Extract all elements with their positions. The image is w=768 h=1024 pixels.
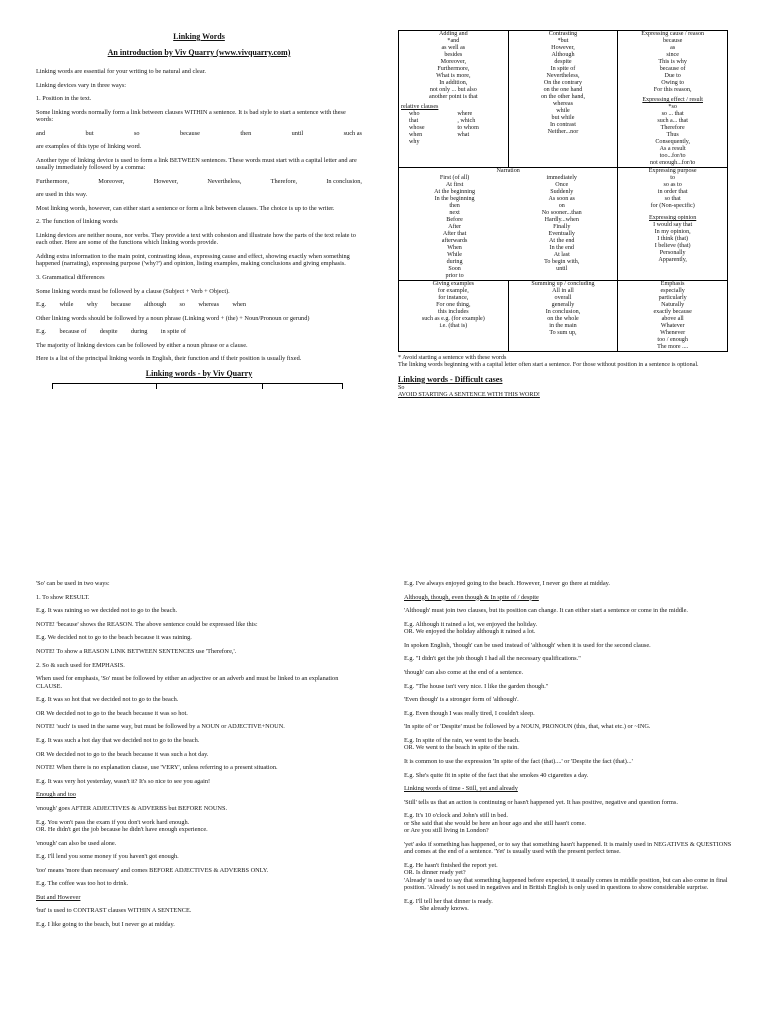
table-row xyxy=(399,281,728,352)
cell-item: Naturally xyxy=(661,302,685,308)
word: In conclusion, xyxy=(326,177,362,185)
cell-heading: Expressing cause / reason xyxy=(641,31,705,37)
cell-item: Before xyxy=(446,217,463,223)
note: NOTE! To show a REASON LINK BETWEEN SENTENCES use 'Therefore,'. xyxy=(36,647,237,655)
word: so xyxy=(133,129,140,137)
word: in spite of xyxy=(160,328,186,336)
example: E.g. It was such a hot day that we decided not to go to the beach. xyxy=(36,736,200,744)
cell-item: Moreover, xyxy=(440,59,466,65)
section-heading: 1. To show RESULT. xyxy=(36,593,90,601)
cell-item: especially xyxy=(660,288,685,294)
narration-col-2 xyxy=(508,175,615,280)
cell-item: during xyxy=(446,259,463,265)
paragraph: 'too' means 'more than necessary' and comes BEFORE ADJECTIVES & ADVERBS ONLY. xyxy=(36,866,269,874)
cell-item: as well as xyxy=(441,45,466,51)
footnote: * Avoid starting a sentence with these words xyxy=(398,355,507,361)
example-row xyxy=(36,328,186,335)
example: OR. We enjoyed the holiday although it rained a lot. xyxy=(404,628,536,636)
cell-item: Eventually xyxy=(548,231,575,237)
cell-item: To begin with, xyxy=(544,259,580,265)
cell-item: At first xyxy=(445,182,464,188)
example: E.g. He hasn't finished the report yet. xyxy=(404,861,498,869)
example: OR We decided not to go to the beach because it was so hot. xyxy=(36,709,188,717)
cell-heading: Narration xyxy=(496,168,520,174)
example: OR. We went to the beach in spite of the rain. xyxy=(404,744,519,752)
example: E.g. I'll tell her that dinner is ready. xyxy=(404,897,493,905)
table-cell-purpose xyxy=(618,168,728,281)
section-heading: But and However xyxy=(36,893,81,901)
cell-item: when xyxy=(409,132,423,138)
cell-item: *but xyxy=(557,38,569,44)
cell-item: Whatever xyxy=(660,323,685,329)
divider xyxy=(52,383,342,384)
divider xyxy=(52,383,53,389)
word: and xyxy=(36,129,46,137)
cell-item: All in all xyxy=(552,288,574,294)
cell-item: As a result xyxy=(659,146,686,152)
word: until xyxy=(291,129,304,137)
table-cell-adding xyxy=(399,31,509,168)
word: while xyxy=(59,301,74,309)
cell-item: After xyxy=(448,224,461,230)
paragraph: 'enough' goes AFTER ADJECTIVES & ADVERBS but BEFORE NOUNS. xyxy=(36,804,228,812)
example: She already knows. xyxy=(404,904,469,912)
example-row xyxy=(36,301,246,308)
cell-subheading: relative clauses xyxy=(401,104,439,110)
paragraph: Adding extra information to the main point, contrasting ideas, expressing cause and effect, showing exactly when something happened (narrating), expressing purpose ('why?') and opinion, listing examples, making conclusions and giving emphasis. xyxy=(36,252,350,268)
cell-item: particularly xyxy=(658,295,687,301)
cell-item: afterwards xyxy=(441,238,468,244)
cell-item: since xyxy=(666,52,679,58)
word: why xyxy=(86,301,98,309)
cell-item: next xyxy=(449,210,460,216)
cell-item: too / enough xyxy=(657,337,688,343)
word-row xyxy=(36,130,362,137)
word: Moreover, xyxy=(98,177,125,185)
example: OR. Is dinner ready yet? xyxy=(404,869,466,877)
cell-item: What is more, xyxy=(436,73,471,79)
word: although xyxy=(144,301,167,309)
cell-item: as xyxy=(670,45,676,51)
word: E.g. xyxy=(36,301,47,309)
narration-columns xyxy=(401,175,615,280)
cell-item: because xyxy=(663,38,683,44)
note: NOTE! 'because' shows the REASON. The above sentence could be expressed like this: xyxy=(36,620,258,628)
cell-item: At last xyxy=(553,252,570,258)
cell-item: *so xyxy=(668,104,677,110)
cell-item: Nevertheless, xyxy=(546,73,580,79)
section-heading: Linking words of time - Still, yet and already xyxy=(404,785,518,793)
cell-item: whereas xyxy=(553,101,573,107)
cell-item: where xyxy=(457,111,473,117)
example: E.g. "The house isn't very nice. I like the garden though." xyxy=(404,682,549,690)
cell-item: on xyxy=(558,203,565,209)
narration-col-1 xyxy=(401,175,508,280)
table-row xyxy=(399,31,728,168)
example: E.g. Although it rained a lot, we enjoyed the holiday. xyxy=(404,620,538,628)
paragraph: 'yet' asks if something has happened, or to say that something hasn't happened. It is mainly used in NEGATIVES & QUESTIONS and comes at the end of a sentence. 'Yet' is usually used with the present perfect tense. xyxy=(404,840,732,856)
cell-item: In my opinion, xyxy=(654,229,691,235)
section-heading: 2. The function of linking words xyxy=(36,218,118,226)
cell-item: Furthermore, xyxy=(437,66,470,72)
cell-item: not only ... but also xyxy=(429,87,477,93)
cell-item: while xyxy=(556,108,570,114)
paragraph: Another type of linking device is used to form a link BETWEEN sentences. These words must start with a capital letter and are usually immediately followed by a comma: xyxy=(36,156,357,172)
cell-item: Once xyxy=(555,182,569,188)
example: E.g. I'll lend you some money if you haven't got enough. xyxy=(36,853,179,861)
cell-item: in the main xyxy=(549,323,577,329)
cell-item: I believe (that) xyxy=(654,243,691,249)
cell-heading: Giving examples xyxy=(432,281,475,287)
paragraph: 'Even though' is a stronger form of 'although'. xyxy=(404,696,519,704)
cell-item: on the other hand, xyxy=(540,94,585,100)
table-cell-examples xyxy=(399,281,509,352)
paragraph: 'Still' tells us that an action is continuing or hasn't happened yet. It has positive, negative and question forms. xyxy=(404,798,678,806)
cell-item: in order that xyxy=(657,189,688,195)
cell-item: Soon xyxy=(448,266,461,272)
word-row xyxy=(36,178,362,185)
cell-item: In spite of xyxy=(550,66,576,72)
cell-item: However, xyxy=(551,45,575,51)
list-title: Linking words - by Viv Quarry xyxy=(145,368,253,378)
word: Therefore, xyxy=(270,177,298,185)
example: E.g. The coffee was too hot to drink. xyxy=(36,880,129,888)
paragraph: When used for emphasis, 'So' must be followed by either an adjective or an adverb and must be linked to an explanation CLAUSE. xyxy=(36,675,339,690)
cell-item: Therefore xyxy=(660,125,685,131)
section-heading: 2. So & such used for EMPHASIS. xyxy=(36,661,125,669)
cell-item: then xyxy=(449,203,460,209)
cell-item: Although xyxy=(551,52,575,58)
paragraph: In spoken English, 'though' can be used instead of 'although' when it is used for the second clause. xyxy=(404,641,651,649)
word: whereas xyxy=(198,301,220,309)
footnote: The linking words beginning with a capital letter often start a sentence. For those without position in a sentence is optional. xyxy=(398,362,699,368)
cell-heading: Contrasting xyxy=(548,31,578,37)
word: because xyxy=(110,301,131,309)
cell-item: In addition, xyxy=(439,80,468,86)
paragraph: It is common to use the expression 'In spite of the fact (that)....' or 'Despite the fact (that)...' xyxy=(404,757,633,765)
cell-item: another point is that xyxy=(429,94,478,100)
cell-item: On the contrary xyxy=(543,80,583,86)
cell-item: exactly because xyxy=(653,309,692,315)
note: NOTE! When there is no explanation clause, use 'VERY', unless referring to a present situation. xyxy=(36,764,278,772)
table-cell-narration xyxy=(399,168,618,281)
word: E.g. xyxy=(36,328,47,336)
cell-item: After that xyxy=(442,231,467,237)
example: OR We decided not to go to the beach because it was such a hot day. xyxy=(36,750,209,758)
page-so-such xyxy=(36,580,364,935)
word: when xyxy=(232,301,246,309)
cell-heading: Expressing purpose xyxy=(648,168,697,174)
paragraph: are examples of this type of linking word. xyxy=(36,143,142,151)
word: However, xyxy=(153,177,179,185)
cell-heading: Summing up / concluding xyxy=(531,281,595,287)
cell-item: Due to xyxy=(664,73,681,79)
cell-item: on the whole xyxy=(547,316,579,322)
cell-item: this includes xyxy=(438,309,469,315)
paragraph: 'but' is used to CONTRAST clauses WITHIN A SENTENCE. xyxy=(36,907,192,915)
paragraph: 'though' can also come at the end of a sentence. xyxy=(404,668,524,676)
so-warning: AVOID STARTING A SENTENCE WITH THIS WORD! xyxy=(398,392,540,398)
example: E.g. Even though I was really tired, I couldn't sleep. xyxy=(404,709,535,717)
so-label: So xyxy=(398,385,405,391)
example: E.g. It was raining so we decided not to go to the beach. xyxy=(36,607,178,615)
divider xyxy=(342,383,343,389)
cell-item: for (Non-specific) xyxy=(650,203,695,209)
cell-item: who xyxy=(409,111,420,117)
document-title: Linking Words xyxy=(173,32,225,41)
paragraph: Linking devices are neither nouns, nor verbs. They provide a text with cohesion and illustrate how the parts of the text relate to each other. Here are some of the functions which linking words provide. xyxy=(36,231,356,247)
word: during xyxy=(130,328,148,336)
example: E.g. We decided not to go to the beach because it was raining. xyxy=(36,634,192,642)
document-subtitle: An introduction by Viv Quarry (www.vivquarry.com) xyxy=(107,48,291,57)
cell-item: When xyxy=(447,245,462,251)
paragraph: 'enough' can also be used alone. xyxy=(36,839,117,847)
cell-item: Thus xyxy=(666,132,679,138)
paragraph: 'So' can be used in two ways: xyxy=(36,580,110,587)
paragraph: 'Already' is used to say that something happened before expected, it usually comes in middle position, but can also come in final position. 'Already' is not used in negatives and in British English is only used in questions to show considerable surprise. xyxy=(404,876,728,891)
section-heading: 1. Position in the text. xyxy=(36,95,92,103)
table-cell-summing xyxy=(508,281,618,352)
cell-heading: Adding and xyxy=(439,31,468,37)
table-cell-emphasis xyxy=(618,281,728,352)
cell-item: overall xyxy=(554,295,572,301)
cell-item: In the beginning xyxy=(434,196,475,202)
paragraph: Some linking words must be followed by a clause (Subject + Verb + Object). xyxy=(36,287,230,295)
cell-item: *and xyxy=(447,38,460,44)
example: OR. He didn't get the job because he didn't have enough experience. xyxy=(36,825,208,833)
intro-paragraph: Linking devices vary in three ways: xyxy=(36,81,127,89)
word: Furthermore, xyxy=(36,177,70,185)
section-heading: 3. Grammatical differences xyxy=(36,273,105,281)
cell-item: generally xyxy=(551,302,575,308)
word: so xyxy=(179,301,186,309)
cell-item: so as to xyxy=(663,182,682,188)
cell-item: Suddenly xyxy=(550,189,574,195)
example: E.g. She's quite fit in spite of the fact that she smokes 40 cigarettes a day. xyxy=(404,771,589,779)
linking-words-table xyxy=(398,30,728,352)
cell-item: I would say that xyxy=(653,222,693,228)
word: Nevertheless, xyxy=(207,177,242,185)
cell-item: for instance, xyxy=(438,295,469,301)
cell-item: such a... that xyxy=(657,118,688,124)
cell-item: For one thing, xyxy=(436,302,471,308)
cell-item: i.e. (that is) xyxy=(439,323,468,329)
cell-item: to whom xyxy=(457,125,479,131)
paragraph: The majority of linking devices can be followed by either a noun phrase or a clause. xyxy=(36,341,248,349)
cell-item: why xyxy=(409,139,420,145)
cell-item: but while xyxy=(551,115,575,121)
cell-item: what xyxy=(457,132,470,138)
cell-item: Neither...nor xyxy=(547,129,579,135)
cell-item: immediately xyxy=(546,175,577,181)
word: such as xyxy=(343,129,362,137)
cell-item: because of xyxy=(659,66,686,72)
cell-item: until xyxy=(556,266,568,272)
word: despite xyxy=(99,328,118,336)
word: then xyxy=(240,129,252,137)
table-cell-cause xyxy=(618,31,728,168)
word: because xyxy=(180,129,200,137)
page-linking-table xyxy=(398,30,728,399)
cell-item: At the beginning xyxy=(434,189,476,195)
example: E.g. It was very hot yesterday, wasn't it? It's so nice to see you again! xyxy=(36,777,211,785)
cell-item: too...for/to xyxy=(659,153,686,159)
difficult-cases-title: Linking words - Difficult cases xyxy=(398,375,503,384)
cell-item: on the one hand xyxy=(543,87,583,93)
cell-item: Apparently, xyxy=(658,257,687,263)
cell-item: that xyxy=(409,118,419,124)
section-heading: Enough and too xyxy=(36,791,76,799)
cell-item: At the end xyxy=(549,238,575,244)
cell-item: While xyxy=(447,252,463,258)
cell-item: , which xyxy=(457,118,476,124)
paragraph: Most linking words, however, can either start a sentence or form a link between clauses. The choice is up to the writer. xyxy=(36,204,335,212)
paragraph: Other linking words should be followed by a noun phrase (Linking word + (the) + Noun/Pronoun or gerund) xyxy=(36,314,310,322)
example: E.g. You won't pass the exam if you don't work hard enough. xyxy=(36,818,190,826)
cell-item: to xyxy=(670,175,676,181)
cell-item: despite xyxy=(554,59,572,65)
cell-subheading: Expressing effect / result xyxy=(642,97,703,103)
table-cell-contrasting xyxy=(508,31,618,168)
cell-item: In the end xyxy=(549,245,574,251)
cell-item: Owing to xyxy=(661,80,685,86)
pair-grid xyxy=(401,111,506,146)
paragraph: 'Although' must join two clauses, but its position can change. It can either start a sentence or come in the middle. xyxy=(404,607,688,615)
cell-item: Consequently, xyxy=(655,139,690,145)
divider xyxy=(156,383,157,389)
cell-item: First (of all) xyxy=(439,175,470,181)
cell-item: Personally xyxy=(659,250,686,256)
cell-item: Finally xyxy=(553,224,571,230)
cell-item: not enough...for/to xyxy=(649,160,696,166)
cell-item: whose xyxy=(409,125,425,131)
example: E.g. It's 10 o'clock and John's still in bed. xyxy=(404,812,508,820)
cell-item xyxy=(457,139,505,146)
example: E.g. It was so hot that we decided not to go to the beach. xyxy=(36,696,179,704)
example: or She said that she would be here an hour ago and she still hasn't come. xyxy=(404,819,586,827)
cell-item: Hardly...when xyxy=(544,217,579,223)
cell-item: Whenever xyxy=(660,330,686,336)
cell-item: No sooner...than xyxy=(541,210,582,216)
example: or Are you still living in London? xyxy=(404,827,489,835)
cell-item: for example, xyxy=(437,288,469,294)
word: because of xyxy=(59,328,87,336)
table-stub xyxy=(36,379,362,391)
intro-paragraph: Linking words are essential for your writing to be natural and clear. xyxy=(36,68,206,75)
paragraph: 'In spite of' or 'Despite' must be followed by a NOUN, PRONOUN (this, that, what etc.) or ~ING. xyxy=(404,723,651,731)
cell-item: As soon as xyxy=(548,196,575,202)
example: E.g. I like going to the beach, but I never go at midday. xyxy=(36,921,175,929)
cell-item: prior to xyxy=(445,273,464,279)
cell-item: In conclusion, xyxy=(545,309,581,315)
section-heading: Although, though, even though & In spite of / despite xyxy=(404,593,539,601)
cell-item: so that xyxy=(664,196,681,202)
paragraph: are used in this way. xyxy=(36,191,88,199)
page-intro xyxy=(36,32,362,391)
word: but xyxy=(85,129,94,137)
example: E.g. "I didn't get the job though I had all the necessary qualifications." xyxy=(404,655,581,663)
cell-item: This is why xyxy=(658,59,687,65)
cell-item: To sum up, xyxy=(549,330,577,336)
example: E.g. In spite of the rain, we went to the beach. xyxy=(404,736,520,744)
cell-item: For this reason, xyxy=(653,87,692,93)
table-row xyxy=(399,168,728,281)
cell-subheading: Expressing opinion xyxy=(649,215,697,221)
paragraph: Here is a list of the principal linking words in English, their function and if their position is usually fixed. xyxy=(36,355,302,363)
cell-item: The more .... xyxy=(657,344,689,350)
cell-item: so ... that xyxy=(661,111,684,117)
cell-item: above all xyxy=(661,316,684,322)
cell-heading: Emphasis xyxy=(660,281,685,287)
cell-item: In contrast xyxy=(550,122,576,128)
note: NOTE! 'such' is used in the same way, but must be followed by a NOUN or ADJECTIVE+NOUN. xyxy=(36,723,285,731)
divider xyxy=(262,383,263,389)
cell-item: I think (that) xyxy=(657,236,689,242)
paragraph: Some linking words normally form a link between clauses WITHIN a sentence. It is bad style to start a sentence with these words: xyxy=(36,108,346,124)
cell-item: such as e.g. (for example) xyxy=(421,316,485,322)
example: E.g. I've always enjoyed going to the beach. However, I never go there at midday. xyxy=(404,580,610,587)
page-although-still xyxy=(404,580,734,912)
cell-item: besides xyxy=(444,52,463,58)
